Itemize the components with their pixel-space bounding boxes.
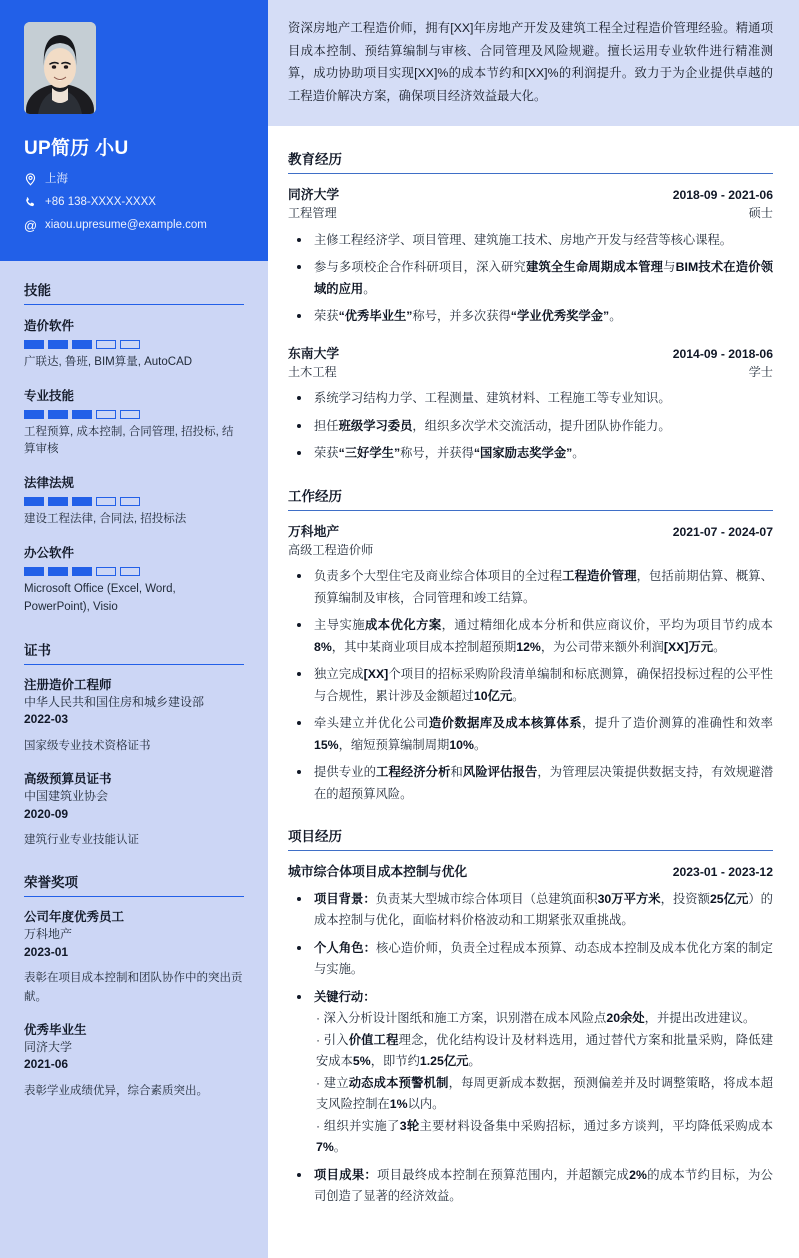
rating-box [120,340,140,349]
sidebar-body [0,261,268,1141]
major: 土木工程 [288,364,337,379]
work-date: 2021-07 - 2024-07 [672,524,773,539]
certificate-desc: 建筑行业专业技能认证 [24,833,139,846]
rating-box [24,567,44,576]
rating-box [72,567,92,576]
award-desc: 表彰在项目成本控制和团队协作中的突出贡献。 [24,972,243,1003]
certificate-date: 2020-09 [24,806,69,821]
skill-item [24,316,244,372]
contact-phone[interactable] [24,195,244,210]
skill-desc: 工程预算, 成本控制, 合同管理, 招投标, 结算审核 [24,425,234,456]
rating-box [120,410,140,419]
project-item [288,862,773,1208]
sidebar-header [0,0,268,261]
list-item: 荣获“三好学生”称号，并获得“国家励志奖学金”。 [288,443,773,465]
rating-box [48,497,68,506]
certificate-issuer: 中国建筑业协会 [24,789,109,804]
skill-desc: 广联达, 鲁班, BIM算量, AutoCAD [24,355,193,368]
list-item: 负责多个大型住宅及商业综合体项目的全过程工程造价管理，包括前期估算、概算、预算编制及审核，合同管理和竣工结算。 [288,566,773,609]
list-item: 个人角色：核心造价师，负责全过程成本预算、动态成本控制及成本优化方案的制定与实施。 [288,938,773,981]
section-projects [288,825,773,1208]
skill-item [24,386,244,460]
contact-email-text: xiaou.upresume@example.com [45,218,207,231]
list-item: 荣获“优秀毕业生”称号，并多次获得“学业优秀奖学金”。 [288,306,773,328]
certificate-item [24,676,244,755]
certificate-title: 注册造价工程师 [24,677,112,692]
rating-box [24,340,44,349]
sidebar [0,0,268,1258]
education-bullets [288,230,773,328]
at-email-icon: @ [23,217,38,233]
list-item: 牵头建立并优化公司造价数据库及成本核算体系，提升了造价测算的准确性和效率15%，缩短预算编制周期10%。 [288,713,773,756]
person-name: UP简历 小U [24,138,129,159]
certificate-date: 2022-03 [24,712,69,727]
list-item: 主修工程经济学、项目管理、建筑施工技术、房地产开发与经营等核心课程。 [288,230,773,252]
rating-box [24,497,44,506]
project-date: 2023-01 - 2023-12 [672,865,773,880]
skill-desc: Microsoft Office (Excel, Word, PowerPoint), Visio [24,583,176,613]
section-work-experience [288,485,773,806]
award-date: 2023-01 [24,944,69,959]
phone-icon [24,196,37,209]
award-issuer: 万科地产 [24,927,73,942]
professional-summary: 资深房地产工程造价师，拥有[XX]年房地产开发及建筑工程全过程造价管理经验。精通项目成本控制、预结算编制与审核、合同管理及风险规避。擅长运用专业软件进行精准测算，成功协助项目实现[XX]%的成本节约和[XX]%的利润提升。致力于为企业提供卓越的工程造价解决方案，确保项目经济效益最大化。 [268,0,799,126]
education-title: 教育经历 [288,148,773,174]
rating-box [72,340,92,349]
rating-box [72,410,92,419]
education-subhead [288,204,773,222]
contact-location-text: 上海 [45,173,68,185]
rating-box [48,410,68,419]
contact-list [24,172,244,233]
skill-name: 造价软件 [24,318,75,333]
skill-rating [24,410,244,419]
contact-phone-text: +86 138-XXXX-XXXX [45,195,156,208]
education-subhead [288,363,773,381]
certificate-item [24,770,244,849]
skill-rating [24,340,244,349]
rating-box [96,340,116,349]
award-item [24,1021,244,1100]
profile-photo [24,22,96,114]
skills-title: 技能 [24,279,244,305]
skill-rating [24,497,244,506]
list-item: 项目成果：项目最终成本控制在预算范围内，并超额完成2%的成本节约目标，为公司创造了显著的经济效益。 [288,1165,773,1208]
contact-email[interactable] [24,218,244,233]
award-date: 2021-06 [24,1057,69,1072]
list-item: 关键行动： · 深入分析设计图纸和施工方案，识别潜在成本风险点20余处，并提出改进建议。 · 引入价值工程理念，优化结构设计及材料选用，通过替代方案和批量采购，降低建安成本5%，即节约1.25亿元。 · 建立动态成本预警机制，每周更新成本数据，预测偏差并及时调整策略，将成本超支风险控制在1%以内。 · 组织并实施了3轮主要材料设备集中采购招标，通过多方谈判，平均降低采购成本7%。 [288,987,773,1159]
certificate-issuer: 中华人民共和国住房和城乡建设部 [24,694,205,709]
list-item: 系统学习结构力学、工程测量、建筑材料、工程施工等专业知识。 [288,388,773,410]
education-date: 2018-09 - 2021-06 [672,187,773,202]
project-name: 城市综合体项目成本控制与优化 [288,864,468,880]
section-skills [24,279,244,617]
list-item: 担任班级学习委员，组织多次学术交流活动，提升团队协作能力。 [288,416,773,438]
major: 工程管理 [288,206,337,221]
rating-box [120,497,140,506]
work-item [288,522,773,806]
education-item [288,185,773,328]
rating-box [96,497,116,506]
work-bullets [288,566,773,805]
certificate-title: 高级预算员证书 [24,771,112,786]
section-education [288,148,773,465]
award-issuer: 同济大学 [24,1040,73,1055]
project-bullets [288,889,773,1208]
section-awards [24,871,244,1100]
award-item [24,908,244,1006]
company-name: 万科地产 [288,523,340,539]
main-content [268,0,799,1258]
rating-box [72,497,92,506]
skill-name: 专业技能 [24,388,75,403]
degree: 硕士 [748,206,773,221]
rating-box [24,410,44,419]
skill-name: 办公软件 [24,546,75,561]
rating-box [96,410,116,419]
skill-item [24,543,244,617]
skill-name: 法律法规 [24,476,75,491]
awards-title: 荣誉奖项 [24,871,244,897]
list-item: 提供专业的工程经济分析和风险评估报告，为管理层决策提供数据支持，有效规避潜在的超预算风险。 [288,762,773,805]
certificate-desc: 国家级专业技术资格证书 [24,739,151,752]
certificates-title: 证书 [24,639,244,665]
list-item: 主导实施成本优化方案，通过精细化成本分析和供应商议价，平均为项目节约成本8%，其中某商业项目成本控制超预期12%，为公司带来额外利润[XX]万元。 [288,615,773,658]
education-item [288,344,773,465]
rating-box [120,567,140,576]
degree: 学士 [748,364,773,379]
contact-location[interactable] [24,172,244,187]
list-item: 独立完成[XX]个项目的招标采购阶段清单编制和标底测算，确保招投标过程的公平性与合规性，累计涉及金额超过10亿元。 [288,664,773,707]
education-head [288,344,773,363]
skill-item [24,473,244,529]
rating-box [96,567,116,576]
award-title: 公司年度优秀员工 [24,910,125,925]
main-body [268,126,799,1258]
school-name: 东南大学 [288,345,340,361]
location-pin-icon [24,173,37,186]
skill-rating [24,567,244,576]
project-head [288,862,773,881]
education-date: 2014-09 - 2018-06 [672,346,773,361]
list-item: 项目背景：负责某大型城市综合体项目（总建筑面积30万平方米，投资额25亿元）的成本控制与优化，面临材料价格波动和工期紧张双重挑战。 [288,889,773,932]
work-title: 工作经历 [288,485,773,511]
job-role: 高级工程造价师 [288,543,374,558]
section-certificates [24,639,244,850]
skill-desc: 建设工程法律, 合同法, 招投标法 [24,513,187,526]
award-desc: 表彰学业成绩优异，综合素质突出。 [24,1084,208,1097]
list-item: 参与多项校企合作科研项目，深入研究建筑全生命周期成本管理与BIM技术在造价领域的应用。 [288,257,773,300]
projects-title: 项目经历 [288,825,773,851]
rating-box [48,567,68,576]
education-bullets [288,388,773,465]
award-title: 优秀毕业生 [24,1022,87,1037]
education-head [288,185,773,204]
school-name: 同济大学 [288,186,340,202]
rating-box [48,340,68,349]
work-head [288,522,773,541]
